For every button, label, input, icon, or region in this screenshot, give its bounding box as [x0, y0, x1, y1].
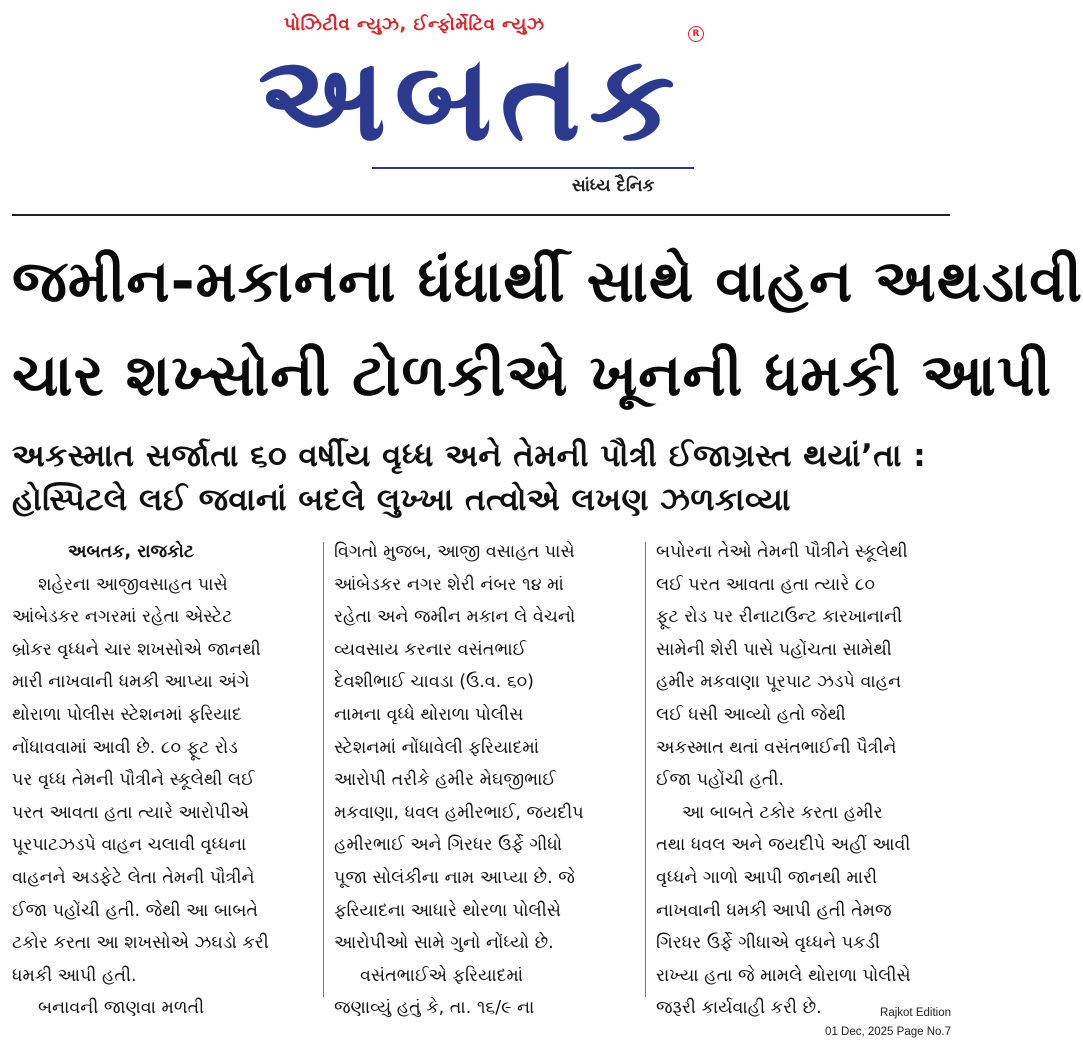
article-column-2 — [334, 536, 630, 1019]
article-line: પર વૃધ્ધ તેમની પૌત્રીને સ્કૂલેથી લઈ — [12, 770, 255, 791]
article-line: જણાવ્યું હતું કે, તા. ૧૬/૯ ના — [334, 998, 535, 1019]
article-line: ટકોર કરતા આ શખસોએ ઝઘડો કરી — [12, 933, 269, 954]
article-line: ધમકી આપી હતી. — [12, 965, 137, 986]
column-separator — [323, 542, 324, 997]
article-line: ઈજા પહોંચી હતી. જેથી આ બાબતે — [12, 900, 258, 921]
article-line: ફૂટ રોડ પર રીનાટાઉન્ટ કારખાનાની — [656, 607, 903, 628]
edition-label: Rajkot Edition — [880, 1007, 951, 1019]
article-line: નોંધાવવામાં આવી છે. ૮૦ ફૂટ રોડ — [12, 737, 238, 758]
page-footer — [825, 1004, 951, 1042]
article-line: વિગતો મુજબ, આજી વસાહત પાસે — [334, 542, 575, 562]
headline-line-2: ચાર શખ્સોની ટોળકીએ ખૂનની ધમકી આપી — [12, 341, 1052, 409]
newspaper-logo: અબતક — [258, 29, 684, 167]
article-line: તથા ધવલ અને જયદીપે અહીં આવી — [656, 835, 911, 856]
article-line: લઈ ધસી આવ્યો હતો જેથી — [656, 704, 846, 725]
article-line: આરોપીઓ સામે ગુનો નોંધ્યો છે. — [334, 933, 554, 954]
article-line: મારી નાખવાની ધમકી આપ્યા અંગે — [12, 672, 250, 693]
article-line: આંબેડકર નગરમાં રહેતા એસ્ટેટ — [12, 607, 233, 628]
article-line: હમીર મકવાણા પૂરપાટ ઝડપે વાહન — [656, 672, 902, 693]
article-line: ઈજા પહોંચી હતી. — [656, 770, 785, 791]
article-line: અકસ્માત થતાં વસંતભાઈની પૈત્રીને — [656, 737, 897, 758]
article-line: સ્ટેશનમાં નોંધાવેલી ફરિયાદમાં — [334, 737, 540, 758]
registered-trademark-icon: R — [688, 26, 704, 42]
article-line: પરત આવતા હતા ત્યારે આરોપીએ — [12, 802, 250, 823]
article-line: શહેરના આજીવસાહત પાસે — [38, 574, 228, 595]
article-line: આ બાબતે ટકોર કરતા હમીર — [682, 802, 883, 823]
masthead-subtitle: સાંધ્ય દૈનિક — [572, 176, 655, 196]
article-line: મકવાણા, ધવલ હમીરભાઈ, જયદીપ — [334, 802, 584, 823]
column-separator — [645, 542, 646, 997]
article-line: થોરાળા પોલીસ સ્ટેશનમાં ફરિયાદ — [12, 704, 242, 725]
article-line: દેવશીભાઈ ચાવડા (ઉ.વ. ૬૦) — [334, 672, 535, 693]
article-line: બપોરના તેઓ તેમની પૌત્રીને સ્કૂલેથી — [656, 542, 908, 562]
article-line: વૃધ્ધને ગાળો આપી જાનથી મારી — [656, 867, 878, 888]
article-dateline: અબતક, રાજકોટ — [68, 542, 195, 562]
article-line: રહેતા અને જમીન મકાન લે વેચનો — [334, 607, 576, 628]
article-line: પૂરપાટઝડપે વાહન ચલાવી વૃધ્ધના — [12, 835, 247, 856]
article-line: વસંતભાઈએ ફરિયાદમાં — [360, 965, 524, 986]
article-line: વ્યવસાય કરનાર વસંતભાઈ — [334, 639, 527, 660]
subheadline-line-1: અકસ્માત સર્જાતા ૬૦ વર્ષીય વૃધ્ધ અને તેમની પૌત્રી ઈજાગ્રસ્ત થયાં’તા : — [12, 438, 927, 474]
date-page-label: 01 Dec, 2025 Page No.7 — [825, 1026, 951, 1038]
article-line: પૂજા સોલંકીના નામ આપ્યા છે. જે — [334, 867, 575, 888]
masthead-tagline: પોઝિટીવ ન્યુઝ, ઈન્ફોર્મેટિવ ન્યુઝ — [284, 14, 545, 35]
article-line: નામના વૃધ્ધે થોરાળા પોલીસ — [334, 704, 524, 725]
article-line: ફરિયાદના આધારે થોરળા પોલીસે — [334, 900, 561, 921]
article-line: હમીરભાઈ અને ગિરધર ઉર્ફે ગીધો — [334, 835, 563, 856]
article-line: ગિરધર ઉર્ફે ગીધાએ વૃધ્ધને પકડી — [656, 933, 881, 954]
article-line: આરોપી તરીકે હમીર મેઘજીભાઈ — [334, 770, 556, 791]
article-line: નાખવાની ધમકી આપી હતી તેમજ — [656, 900, 892, 921]
masthead-divider — [12, 214, 950, 216]
article-line: જરૂરી કાર્યવાહી કરી છે. — [656, 998, 822, 1019]
article-line: આંબેડકર નગર શેરી નંબર ૧૪ માં — [334, 574, 564, 595]
masthead — [0, 0, 961, 210]
article-column-1 — [12, 536, 308, 1019]
logo-underline — [372, 167, 694, 169]
subheadline-line-2: હોસ્પિટલે લઈ જવાનાં બદલે લુખ્ખા તત્વોએ લખણ ઝળકાવ્યા — [12, 482, 791, 518]
article-line: લઈ પરત આવતા હતા ત્યારે ૮૦ — [656, 574, 876, 595]
article-line: રાખ્યા હતા જે મામલે થોરાળા પોલીસે — [656, 965, 911, 986]
article-line: સામેની શેરી પાસે પહોંચતા સામેથી — [656, 639, 892, 660]
article-line: વાહનને અડફેટે લેતા તેમની પૌત્રીને — [12, 867, 255, 888]
headline-line-1: જમીન-મકાનના ધંધાર્થી સાથે વાહન અથડાવી — [12, 247, 1083, 315]
article-line: બ્રોકર વૃધ્ધને ચાર શખસોએ જાનથી — [12, 639, 261, 660]
article-line: બનાવની જાણવા મળતી — [38, 998, 205, 1019]
